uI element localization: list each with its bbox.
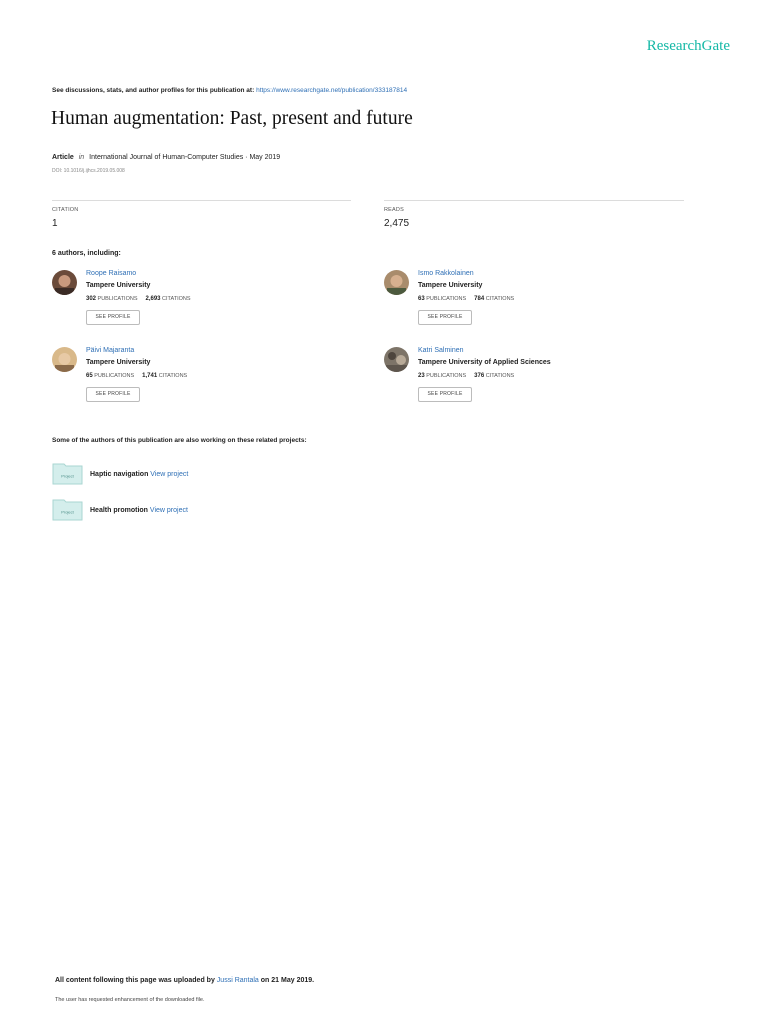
project-item <box>52 463 352 487</box>
author-institution: Tampere University of Applied Sciences <box>418 359 551 366</box>
citations-label: CITATIONS <box>162 296 191 302</box>
author-name[interactable]: Päivi Majaranta <box>86 347 135 354</box>
author-institution: Tampere University <box>86 282 151 289</box>
see-profile-button[interactable]: SEE PROFILE <box>86 387 140 402</box>
in-word: in <box>78 154 85 161</box>
uploaded-prefix: All content following this page was uploaded by <box>55 977 215 984</box>
publication-url-link[interactable]: https://www.researchgate.net/publication/333187814 <box>256 87 408 94</box>
author-institution: Tampere University <box>86 359 151 366</box>
citations-label: CITATIONS <box>485 296 515 302</box>
project-text <box>90 471 188 478</box>
avatar[interactable] <box>52 270 77 295</box>
author-card <box>384 270 684 340</box>
citation-label: CITATION <box>52 207 79 213</box>
citations-count: 1,741 <box>142 373 158 379</box>
citations-label: CITATIONS <box>158 373 188 379</box>
project-folder-icon <box>52 499 83 521</box>
divider-left <box>52 200 351 201</box>
reads-value: 2,475 <box>384 218 410 229</box>
publications-count: 63 <box>418 296 425 302</box>
related-projects-heading: Some of the authors of this publication are also working on these related projects: <box>52 437 307 444</box>
publications-label: PUBLICATIONS <box>426 296 467 302</box>
author-card <box>52 347 352 417</box>
citations-count: 376 <box>474 373 485 379</box>
see-profile-button[interactable]: SEE PROFILE <box>418 310 472 325</box>
view-project-link[interactable]: View project <box>150 471 189 478</box>
publications-label: PUBLICATIONS <box>97 296 138 302</box>
upload-info <box>55 977 314 984</box>
author-card <box>52 270 352 340</box>
project-folder-icon <box>52 463 83 485</box>
author-name[interactable]: Roope Raisamo <box>86 270 137 277</box>
avatar[interactable] <box>384 270 409 295</box>
publications-count: 302 <box>86 296 97 302</box>
uploader-link[interactable]: Jussi Rantala <box>216 977 259 984</box>
enhancement-note: The user has requested enhancement of the downloaded file. <box>55 997 205 1003</box>
project-name: Health promotion <box>90 507 148 514</box>
author-name[interactable]: Ismo Rakkolainen <box>418 270 474 277</box>
publications-count: 23 <box>418 373 425 379</box>
author-institution: Tampere University <box>418 282 483 289</box>
project-item <box>52 499 352 523</box>
citation-value: 1 <box>52 218 58 229</box>
project-name: Haptic navigation <box>90 471 149 478</box>
publications-label: PUBLICATIONS <box>426 373 467 379</box>
publication-title: Human augmentation: Past, present and future <box>51 108 413 129</box>
uploaded-suffix: on 21 May 2019. <box>260 977 315 984</box>
author-stats <box>418 373 514 379</box>
author-stats <box>86 296 191 302</box>
avatar[interactable] <box>384 347 409 372</box>
see-profile-button[interactable]: SEE PROFILE <box>418 387 472 402</box>
view-project-link[interactable]: View project <box>149 507 188 514</box>
project-icon-label: Project <box>61 473 74 479</box>
publication-doi: DOI: 10.1016/j.ijhcs.2019.05.008 <box>52 168 125 174</box>
author-stats <box>418 296 514 302</box>
avatar[interactable] <box>52 347 77 372</box>
publications-label: PUBLICATIONS <box>94 373 135 379</box>
citations-count: 2,693 <box>145 296 161 302</box>
project-text <box>90 507 188 514</box>
divider-right <box>384 200 684 201</box>
citations-count: 784 <box>474 296 485 302</box>
see-profile-button[interactable]: SEE PROFILE <box>86 310 140 325</box>
publications-count: 65 <box>86 373 93 379</box>
author-stats <box>86 373 187 379</box>
project-icon-label: Project <box>61 509 74 515</box>
see-discussions-text: See discussions, stats, and author profiles for this publication at: <box>52 87 255 94</box>
see-discussions-line <box>52 87 407 94</box>
publication-type: Article <box>52 154 74 161</box>
journal-name: International Journal of Human-Computer Studies · May 2019 <box>89 154 281 161</box>
publication-meta <box>52 154 280 161</box>
citations-label: CITATIONS <box>485 373 515 379</box>
reads-label: READS <box>384 207 404 213</box>
author-card <box>384 347 684 417</box>
researchgate-logo[interactable]: ResearchGate <box>646 38 730 54</box>
author-name[interactable]: Katri Salminen <box>418 347 464 354</box>
authors-heading: 6 authors, including: <box>52 250 121 257</box>
